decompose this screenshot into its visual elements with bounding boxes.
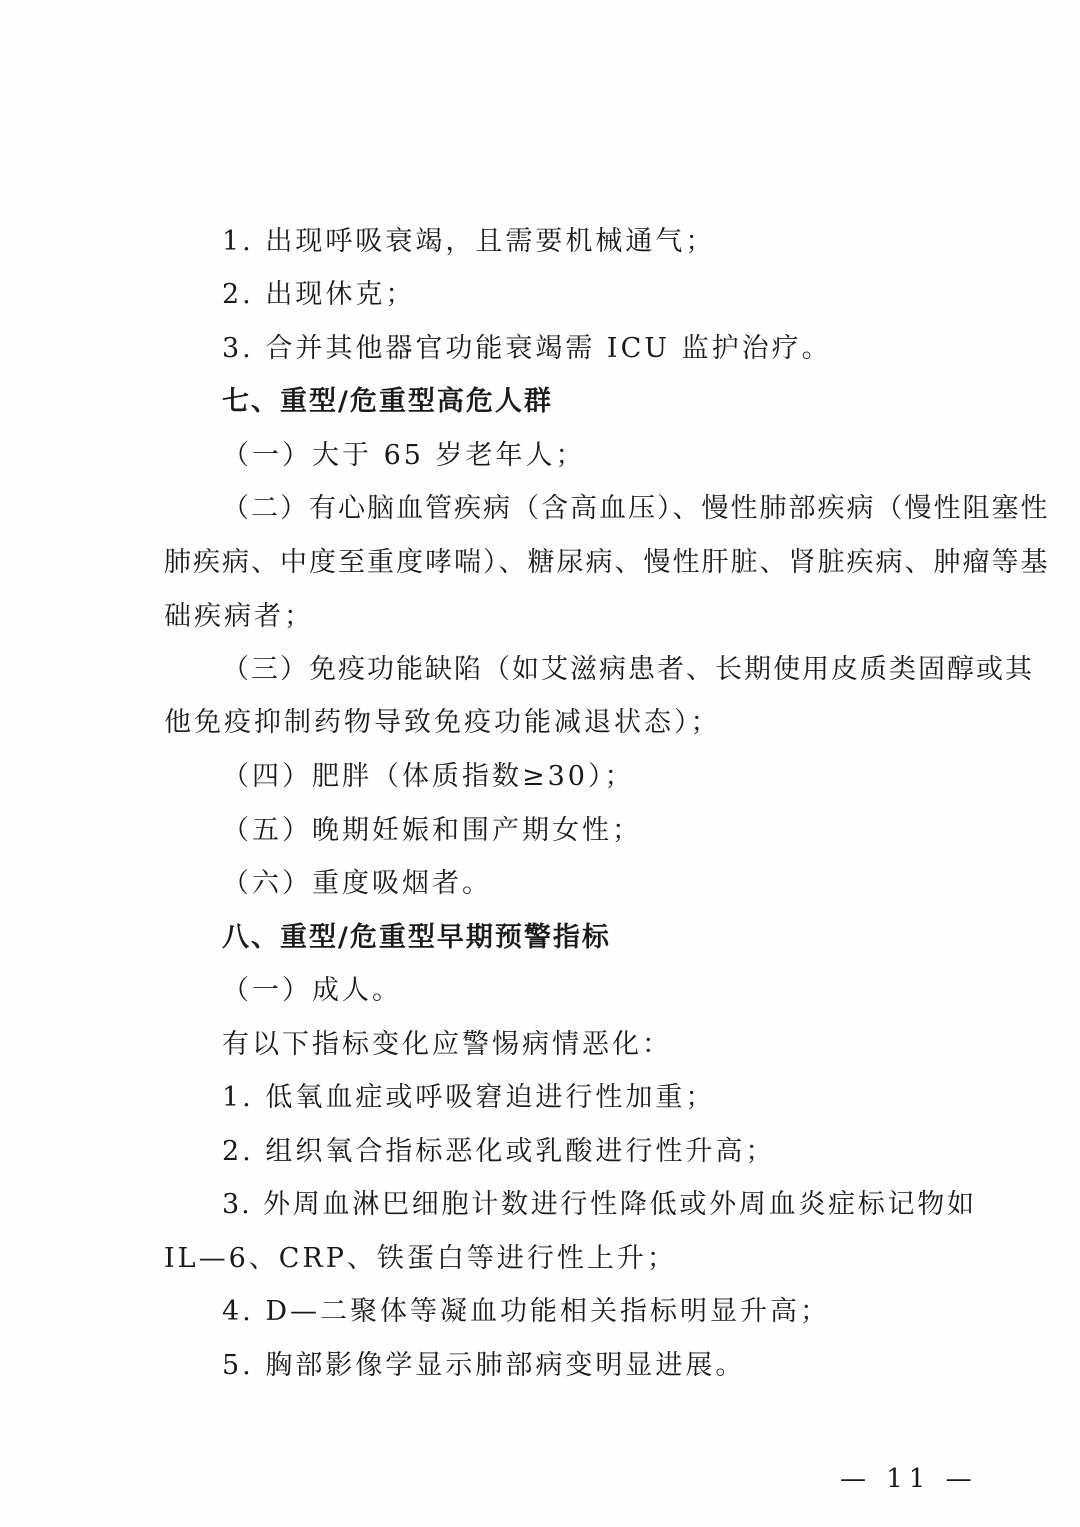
list-item-lymphocyte-line-1: 3. 外周血淋巴细胞计数进行性降低或外周血炎症标记物如 [222,1189,976,1220]
paragraph-indicator-intro: 有以下指标变化应警惕病情恶化： [222,1029,672,1060]
list-item-chest-imaging: 5. 胸部影像学显示肺部病变明显进展。 [222,1350,746,1381]
list-item-elderly: （一）大于 65 岁老年人； [222,440,586,471]
list-item-immunodeficiency-line-1: （三）免疫功能缺陷（如艾滋病患者、长期使用皮质类固醇或其 [222,654,1034,685]
list-item-smokers: （六）重度吸烟者。 [222,868,492,899]
list-item-shock: 2. 出现休克； [222,279,416,310]
list-item-chronic-disease-line-3: 础疾病者； [164,601,314,632]
list-item-hypoxemia: 1. 低氧血症或呼吸窘迫进行性加重； [222,1082,716,1113]
page-number: — 11 — [840,1464,978,1494]
list-item-lactate: 2. 组织氧合指标恶化或乳酸进行性升高； [222,1136,776,1167]
list-item-respiratory-failure: 1. 出现呼吸衰竭，且需要机械通气； [222,226,716,257]
list-item-pregnancy: （五）晚期妊娠和围产期女性； [222,815,642,846]
list-item-chronic-disease-line-1: （二）有心脑血管疾病（含高血压）、慢性肺部疾病（慢性阻塞性 [222,493,1050,524]
list-item-d-dimer: 4. D—二聚体等凝血功能相关指标明显升高； [222,1296,830,1327]
list-item-immunodeficiency-line-2: 他免疫抑制药物导致免疫功能减退状态）； [164,707,721,738]
subsection-adults: （一）成人。 [222,975,402,1006]
list-item-chronic-disease-line-2: 肺疾病、中度至重度哮喘）、糖尿病、慢性肝脏、肾脏疾病、肿瘤等基 [164,547,1050,578]
list-item-lymphocyte-line-2: IL—6、CRP、铁蛋白等进行性上升； [164,1243,677,1274]
section-heading-early-warning: 八、重型/危重型早期预警指标 [222,922,611,953]
section-heading-high-risk-groups: 七、重型/危重型高危人群 [222,386,553,417]
list-item-organ-failure: 3. 合并其他器官功能衰竭需 ICU 监护治疗。 [222,333,832,364]
list-item-obesity: （四）肥胖（体质指数≥30）； [222,761,635,792]
